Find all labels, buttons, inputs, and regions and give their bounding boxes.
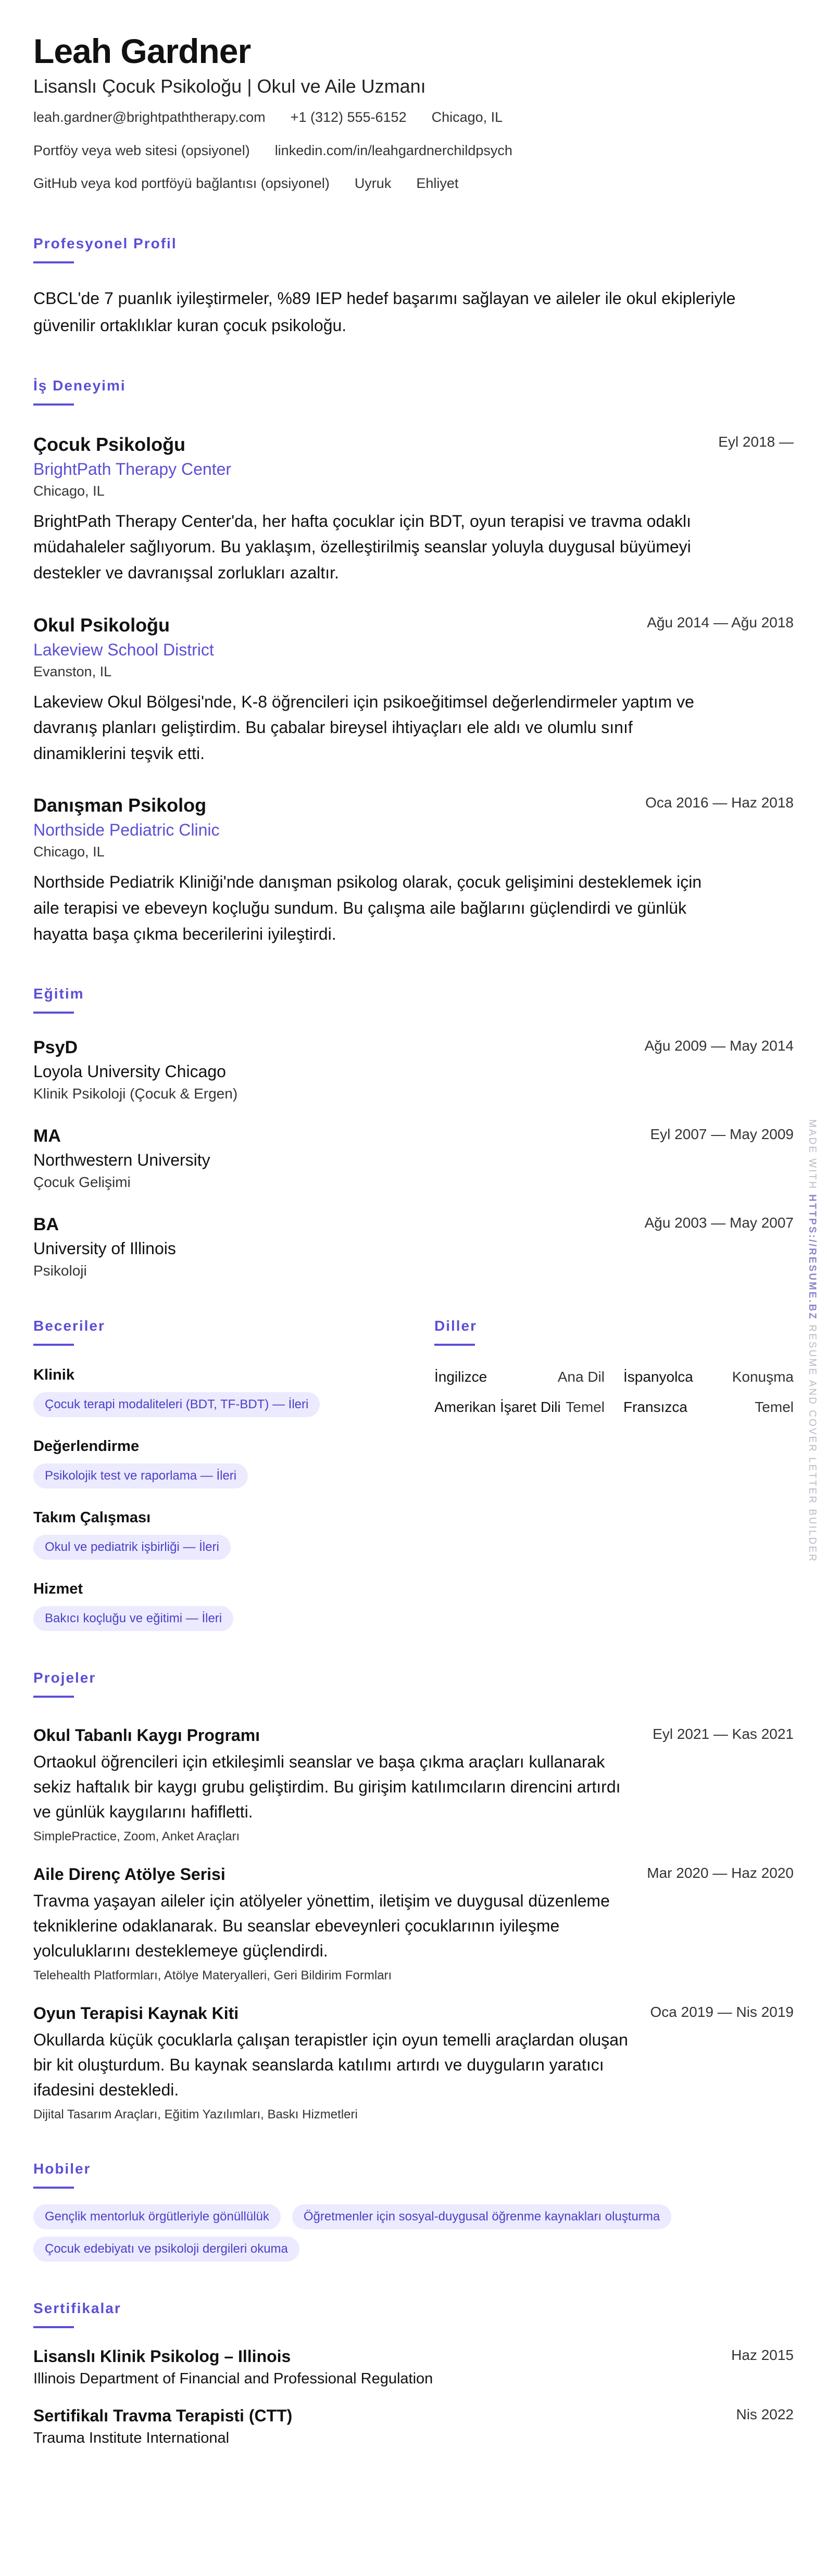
project-tools: Dijital Tasarım Araçları, Eğitim Yazılımları, Baskı Hizmetleri [33,2107,358,2122]
certifications-section [33,2300,794,2447]
skills-languages-row [33,1318,794,1631]
field-of-study: Klinik Psikoloji (Çocuk & Ergen) [33,1085,238,1102]
hobby-list [33,2204,752,2262]
watermark-suffix: RESUME AND COVER LETTER BUILDER [807,1324,818,1563]
project-date: Mar 2020 — Haz 2020 [647,1865,794,1882]
certification-entry [33,2347,794,2388]
project-entry [33,1865,794,1983]
links-row [33,138,794,164]
profile-summary: CBCL'de 7 puanlık iyileştirmeler, %89 IEP hedef başarımı sağlayan ve aileler ile okul ekipleriyle güvenilir ortaklıklar kuran çocuk psikoloğu. [33,289,736,335]
builder-watermark [806,1119,818,1563]
project-entry [33,1726,794,1844]
skill-group [33,1438,434,1488]
project-description: Ortaokul öğrencileri için etkileşimli seanslar ve başa çıkma araçları kullanarak sekiz haftalık bir kaygı grubu geliştirdim. Bu girişim katılımcıların direncini artırdı ve günlük kaygılarını hafifletti. [33,1752,621,1822]
contact-location: Chicago, IL [431,109,503,125]
section-title: Projeler [33,1670,96,1686]
job-company: BrightPath Therapy Center [33,459,232,478]
contact-email[interactable]: leah.gardner@brightpaththerapy.com [33,109,266,125]
language-name: İspanyolca [623,1369,693,1385]
skill-category: Değerlendirme [33,1438,140,1455]
experience-entry [33,434,794,586]
contact-github[interactable]: GitHub veya kod portföyü bağlantısı (opsiyonel) [33,175,330,192]
contact-linkedin[interactable]: linkedin.com/in/leahgardnerchildpsych [274,142,512,158]
hobby-chip: Gençlik mentorluk örgütleriyle gönüllülük [33,2204,281,2229]
section-title: Diller [434,1318,478,1334]
contact-license: Ehliyet [416,175,459,192]
skill-group [33,1509,434,1560]
section-title: Eğitim [33,986,84,1002]
job-description: Lakeview Okul Bölgesi'nde, K-8 öğrencileri için psikoeğitimsel değerlendirmeler yaptım ve davranış planları geliştirdim. Bu çabalar bireysel ihtiyaçları ele aldı ve olumlu sınıf dinamiklerini teşvik etti. [33,692,694,763]
project-entry [33,2004,794,2122]
hobby-chip: Öğretmenler için sosyal-duygusal öğrenme kaynakları oluşturma [292,2204,671,2229]
section-divider [33,2187,74,2189]
language-level: Temel [755,1399,794,1416]
experience-section [33,377,794,947]
language-item [623,1399,794,1416]
job-description: BrightPath Therapy Center'da, her hafta çocuklar için BDT, oyun terapisi ve travma odaklı müdahaleler sağlıyorum. Bu yaklaşım, özelleştirilmiş seanslar yoluyla duygusal büyümeyi destekler ve davranışsal zorlukları azaltır. [33,511,692,582]
degree: BA [33,1215,59,1235]
language-item [434,1369,605,1385]
field-of-study: Çocuk Gelişimi [33,1174,131,1191]
contact-phone[interactable]: +1 (312) 555-6152 [290,109,407,125]
job-title: Okul Psikoloğu [33,614,170,636]
skills-section [33,1318,434,1631]
languages-section [434,1318,794,1631]
project-tools: Telehealth Platformları, Atölye Materyalleri, Geri Bildirim Formları [33,1968,392,1983]
section-title: Profesyonel Profil [33,235,177,252]
skill-chip: Psikolojik test ve raporlama — İleri [33,1463,248,1488]
skill-group [33,1581,434,1631]
certification-date: Nis 2022 [736,2406,794,2423]
hobbies-section [33,2161,794,2262]
education-entry [33,1215,794,1279]
education-section [33,986,794,1279]
section-title: Hobiler [33,2161,91,2177]
education-date: Ağu 2009 — May 2014 [644,1038,794,1054]
skill-chip: Okul ve pediatrik işbirliği — İleri [33,1535,231,1560]
job-location: Chicago, IL [33,483,105,499]
language-item [434,1399,605,1416]
degree: MA [33,1126,61,1146]
skill-category: Klinik [33,1367,74,1384]
section-divider [33,2326,74,2328]
contact-nationality: Uyruk [354,175,392,192]
job-title: Danışman Psikolog [33,794,207,816]
language-level: Temel [566,1399,605,1416]
skill-category: Hizmet [33,1581,83,1598]
language-level: Konuşma [732,1369,794,1385]
resume-header [33,32,794,197]
section-divider [33,1696,74,1698]
certification-date: Haz 2015 [731,2347,794,2364]
certification-name: Lisanslı Klinik Psikolog – Illinois [33,2347,291,2366]
education-date: Eyl 2007 — May 2009 [650,1126,794,1143]
language-name: İngilizce [434,1369,487,1385]
skill-category: Takım Çalışması [33,1509,151,1526]
job-title: Çocuk Psikoloğu [33,433,186,455]
project-date: Eyl 2021 — Kas 2021 [653,1726,794,1742]
education-entry [33,1038,794,1102]
section-divider [33,1012,74,1014]
experience-entry [33,614,794,767]
section-title: İş Deneyimi [33,377,126,394]
field-of-study: Psikoloji [33,1262,87,1279]
watermark-link[interactable]: HTTPS://RESUME.BZ [807,1194,818,1321]
job-date: Ağu 2014 — Ağu 2018 [647,614,794,630]
education-date: Ağu 2003 — May 2007 [644,1215,794,1231]
certification-entry [33,2406,794,2447]
watermark-prefix: MADE WITH [807,1119,818,1190]
section-divider [434,1344,475,1346]
contact-row [33,105,794,131]
skill-chip: Çocuk terapi modaliteleri (BDT, TF-BDT) — İleri [33,1392,320,1417]
certification-name: Sertifikalı Travma Terapisti (CTT) [33,2406,293,2426]
project-date: Oca 2019 — Nis 2019 [650,2004,794,2021]
certification-issuer: Illinois Department of Financial and Professional Regulation [33,2370,433,2388]
job-company: Northside Pediatric Clinic [33,820,220,840]
degree: PsyD [33,1038,78,1058]
job-location: Evanston, IL [33,663,112,679]
project-tools: SimplePractice, Zoom, Anket Araçları [33,1829,240,1844]
skill-chip: Bakıcı koçluğu ve eğitimi — İleri [33,1606,233,1631]
section-divider [33,403,74,406]
project-name: Okul Tabanlı Kaygı Programı [33,1726,260,1745]
job-description: Northside Pediatrik Kliniği'nde danışman psikolog olarak, çocuk gelişimini desteklemek için aile terapisi ve ebeveyn koçluğu sundum. Bu çalışma aile bağlarını güçlendirdi ve günlük hayatta başa çıkma becerilerini iyileştirdi. [33,873,702,943]
section-title: Beceriler [33,1318,105,1334]
project-description: Travma yaşayan aileler için atölyeler yönettim, iletişim ve duygusal düzenleme tekniklerine odaklanarak. Bu seanslar ebeveynleri çocuklarının iyileşme yolculuklarını desteklemeye güçlendirdi. [33,1891,610,1961]
language-name: Fransızca [623,1399,687,1416]
candidate-headline: Lisanslı Çocuk Psikoloğu | Okul ve Aile Uzmanı [33,75,426,97]
section-divider [33,1344,74,1346]
skill-group [33,1367,434,1417]
project-description: Okullarda küçük çocuklarla çalışan terapistler için oyun temelli araçlardan oluşan bir kit oluşturdum. Bu kaynak seanslarda katılımı artırdı ve duyguların yaratıcı ifadesini destekledi. [33,2030,628,2100]
section-divider [33,261,74,263]
section-title: Sertifikalar [33,2300,121,2317]
school: Loyola University Chicago [33,1062,226,1081]
school: University of Illinois [33,1239,176,1258]
language-level: Ana Dil [557,1369,605,1385]
project-name: Oyun Terapisi Kaynak Kiti [33,2004,239,2023]
profile-section [33,235,794,338]
experience-entry [33,794,794,947]
candidate-name: Leah Gardner [33,32,251,70]
language-name: Amerikan İşaret Dili [434,1399,561,1416]
contact-website[interactable]: Portföy veya web sitesi (opsiyonel) [33,142,250,158]
languages-grid [434,1369,794,1416]
school: Northwestern University [33,1151,210,1170]
extra-row [33,171,794,197]
job-location: Chicago, IL [33,844,105,860]
job-date: Oca 2016 — Haz 2018 [645,794,794,811]
project-name: Aile Direnç Atölye Serisi [33,1865,225,1884]
projects-section [33,1670,794,2122]
job-date: Eyl 2018 — [718,433,794,450]
language-item [623,1369,794,1385]
education-entry [33,1126,794,1191]
certification-issuer: Trauma Institute International [33,2430,230,2447]
hobby-chip: Çocuk edebiyatı ve psikoloji dergileri okuma [33,2237,299,2262]
job-company: Lakeview School District [33,640,214,659]
